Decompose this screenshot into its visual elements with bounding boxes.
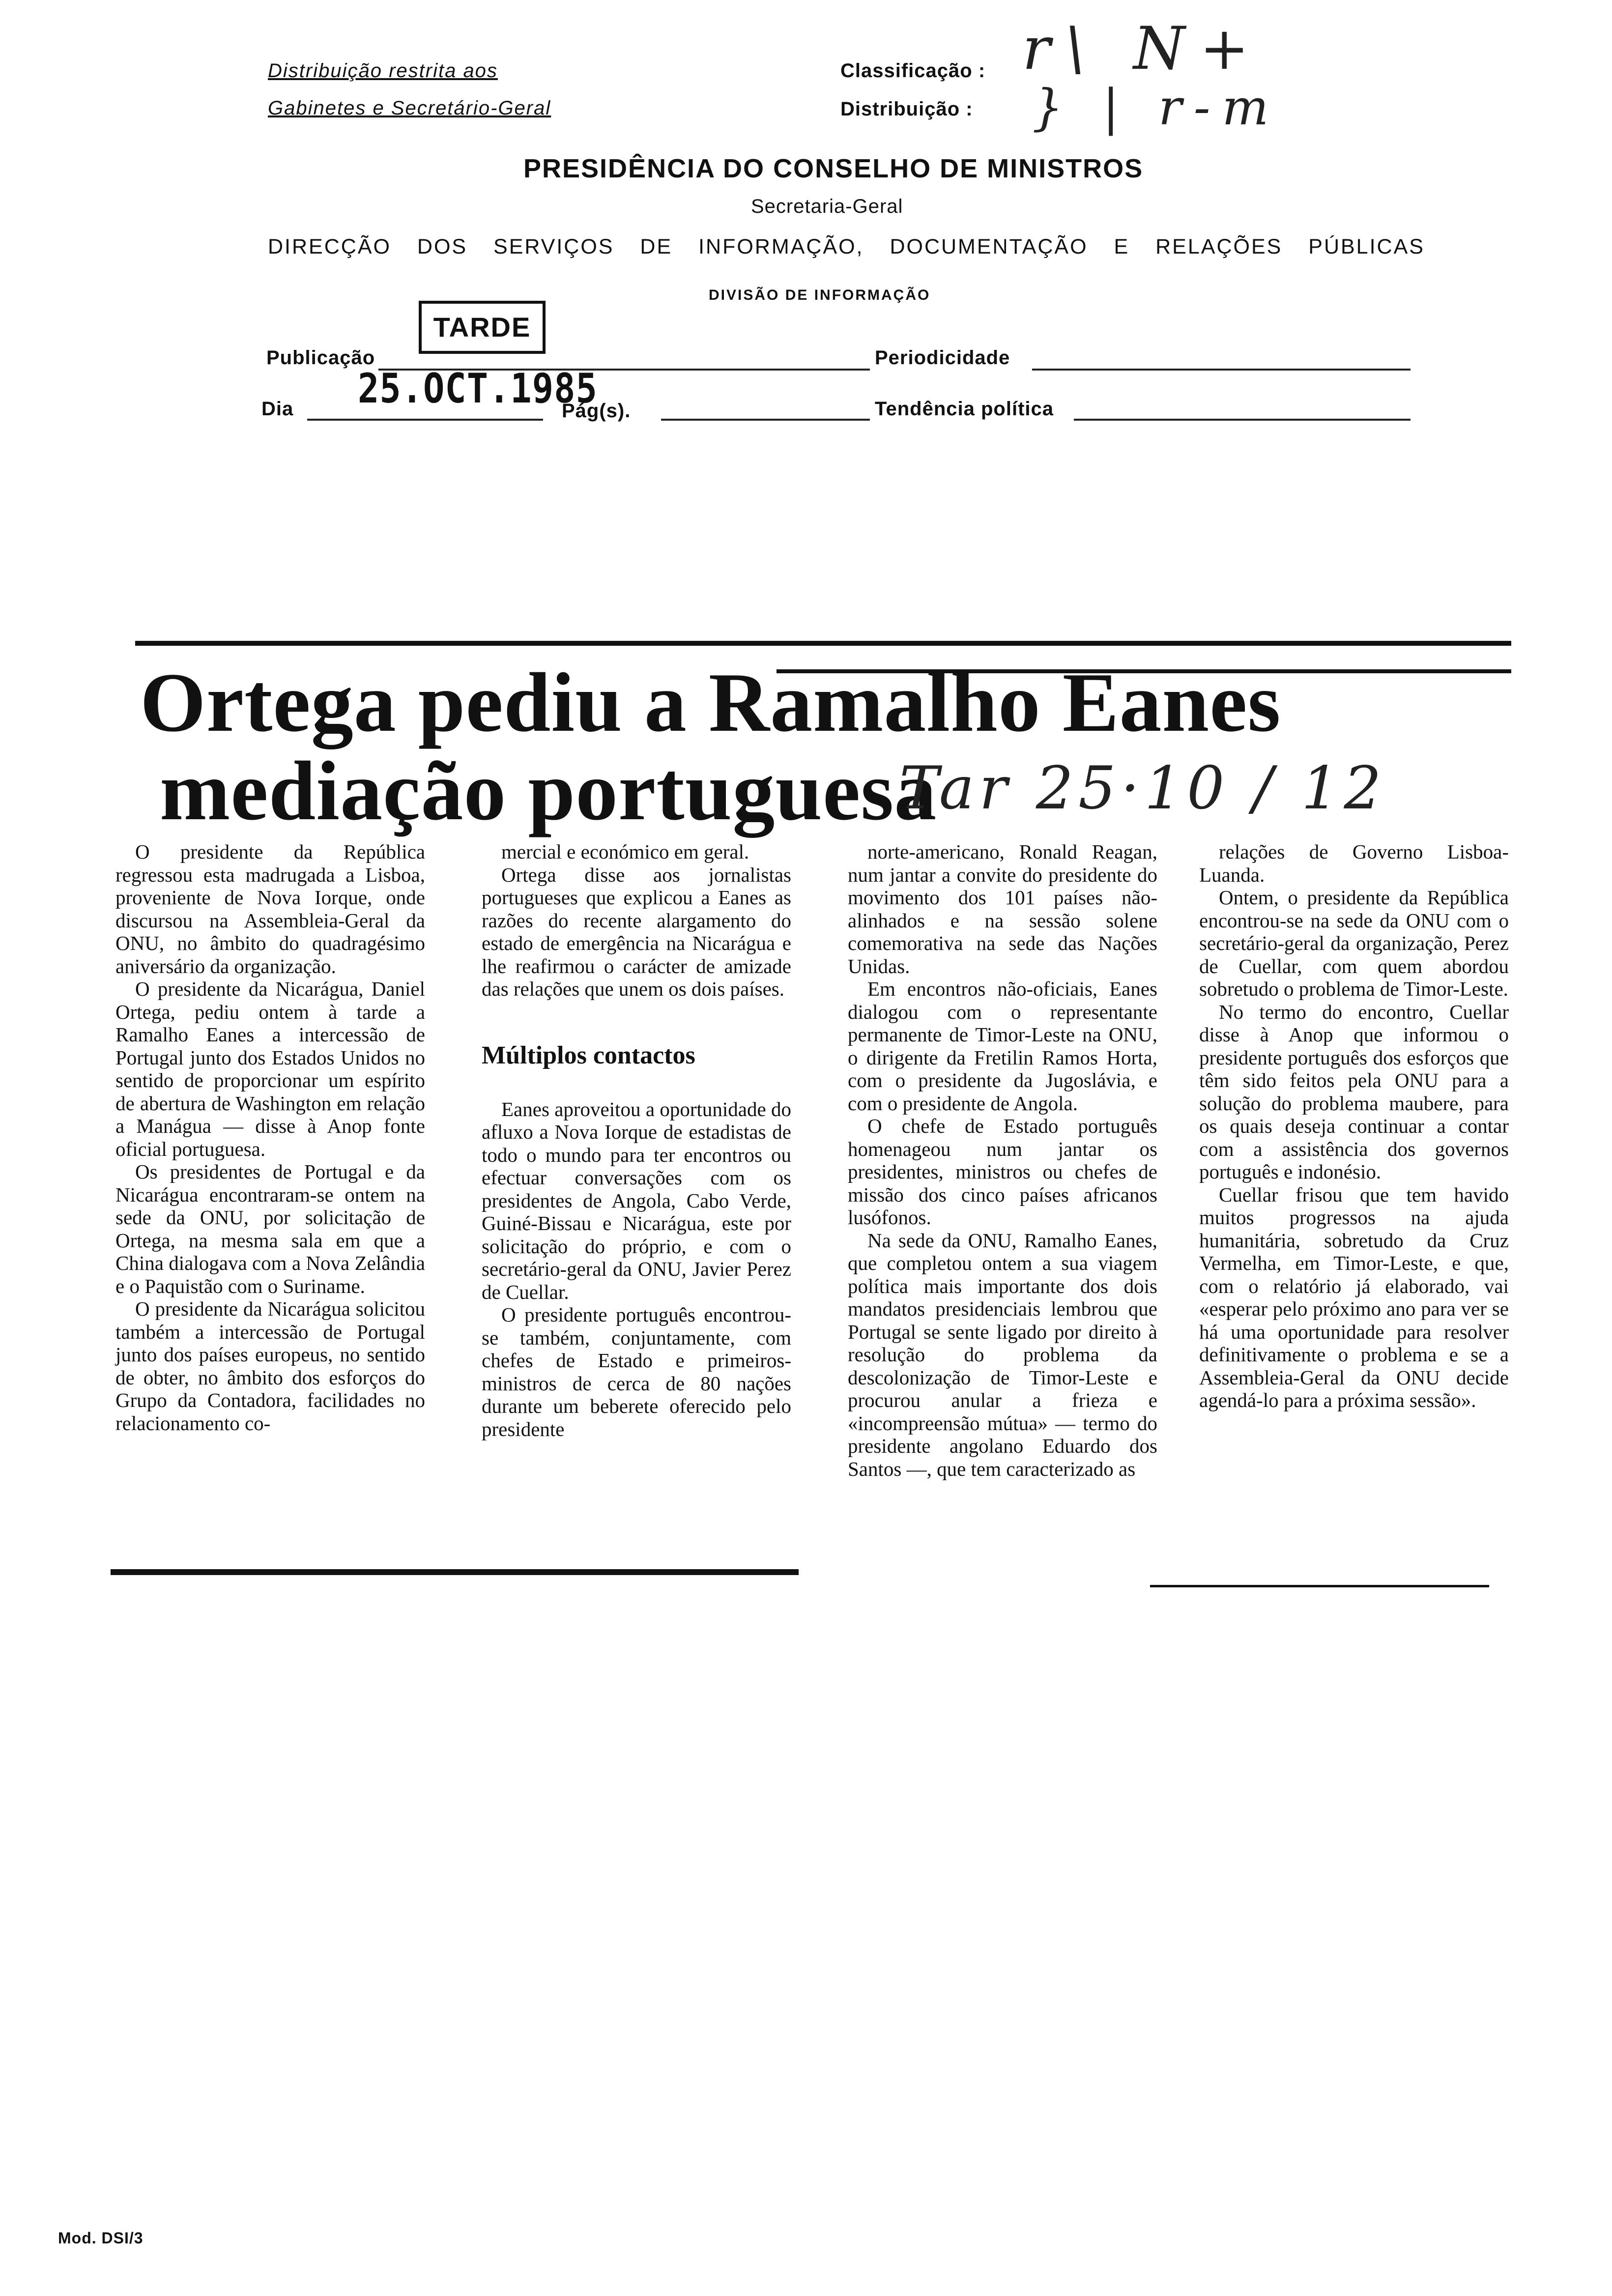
divisao-informacao: DIVISÃO DE INFORMAÇÃO	[709, 287, 931, 303]
subhead-multiplos-contactos: Múltiplos contactos	[482, 1041, 695, 1069]
periodicidade-label: Periodicidade	[875, 347, 1010, 369]
col2-paragraph: Eanes aproveitou a oportunidade do afluxo a Nova Iorque de estadistas de todo o mundo para ter encontros ou efectuar conversações com os presidentes de Angola, Cabo Verde, Guiné-Bissau e Nicarágua, este por solicitação do próprio, e com o secretário-geral da ONU, Javier Perez de Cuellar.	[482, 1097, 791, 1303]
pags-label: Pág(s).	[562, 400, 631, 422]
article-column-2	[482, 840, 791, 1440]
article-column-3	[848, 840, 1157, 1480]
publicacao-stamp: TARDE	[419, 301, 546, 354]
publicacao-label: Publicação	[266, 347, 375, 369]
col1-paragraph: O presidente da Nicarágua solicitou também a intercessão de Portugal junto dos países europeus, no sentido de obter, no âmbito dos esforços do Grupo da Contadora, facilidades no relacionamento co-	[115, 1297, 425, 1435]
col3-paragraph: Em encontros não-oficiais, Eanes dialogou com o representante permanente de Timor-Leste na ONU, o dirigente da Fretilin Ramos Horta, com o presidente da Jugoslávia, e com o presidente de Angola.	[848, 977, 1157, 1115]
article-bottom-rule-left	[111, 1569, 799, 1575]
article-column-4	[1199, 840, 1509, 1412]
direccao-servicos: DIRECÇÃO DOS SERVIÇOS DE INFORMAÇÃO, DOCUMENTAÇÃO E RELAÇÕES PÚBLICAS	[268, 235, 1425, 258]
periodicidade-line	[1032, 369, 1410, 371]
col3-paragraph: Na sede da ONU, Ramalho Eanes, que completou ontem a sua viagem política mais importante dos dois mandatos presidenciais lembrou que Portugal se sente ligado por direito à resolução do problema da descolonização de Timor-Leste e procurou anular a frieza e «incompreensão mútua» — termo do presidente angolano Eduardo dos Santos —, que tem caracterizado as	[848, 1229, 1157, 1480]
distribution-restriction-line1: Distribuição restrita aos	[268, 60, 498, 82]
col1-paragraph: O presidente da República regressou esta madrugada a Lisboa, proveniente de Nova Iorque, onde discursou na Assembleia-Geral da ONU, no âmbito do quadragésimo aniversário da organização.	[115, 840, 425, 977]
col3-paragraph: norte-americano, Ronald Reagan, num jantar a convite do presidente do movimento dos 101 países não-alinhados e na sessão solene comemorativa na sede das Nações Unidas.	[848, 840, 1157, 977]
date-stamp: 25.OCT.1985	[358, 364, 598, 412]
article-column-1	[115, 840, 425, 1435]
tendencia-line	[1074, 419, 1410, 421]
ministry-title: PRESIDÊNCIA DO CONSELHO DE MINISTROS	[523, 154, 1144, 183]
col3-paragraph: O chefe de Estado português homenageou num jantar os presidentes, ministros ou chefes de missão dos cinco países africanos lusófonos.	[848, 1115, 1157, 1229]
article-bottom-rule-right	[1150, 1585, 1489, 1587]
col4-paragraph: Ontem, o presidente da República encontrou-se na sede da ONU com o secretário-geral da organização, Perez de Cuellar, com quem abordou sobretudo o problema de Timor-Leste.	[1199, 886, 1509, 1000]
headline-line1: Ortega pediu a Ramalho Eanes	[140, 656, 1281, 749]
secretaria-geral: Secretaria-Geral	[751, 196, 903, 217]
classificacao-label: Classificação :	[840, 60, 986, 82]
col4-paragraph: Cuellar frisou que tem havido muitos progressos na ajuda humanitária, sobretudo da Cruz Vermelha, em Timor-Leste, e que, com o relatório já elaborado, vai «esperar pelo próximo ano para ver se há uma oportunidade para resolver definitivamente o problema e se a Assembleia-Geral da ONU decide agendá-lo para a próxima sessão».	[1199, 1183, 1509, 1411]
distribuicao-label: Distribuição :	[840, 98, 973, 120]
handwritten-classification: r\ N+	[1022, 15, 1264, 83]
col4-paragraph: relações de Governo Lisboa-Luanda.	[1199, 840, 1509, 886]
col2-paragraph: Ortega disse aos jornalistas portugueses que explicou a Eanes as razões do recente alargamento do estado de emergência na Nicarágua e lhe reafirmou o carácter de amizade das relações que unem os dois países.	[482, 863, 791, 1000]
handwritten-distribution: } | r-m	[1032, 79, 1281, 136]
col2-paragraph: mercial e económico em geral.	[501, 840, 749, 863]
dia-line	[307, 419, 543, 421]
pags-line	[661, 419, 870, 421]
dia-label: Dia	[261, 398, 294, 420]
handwritten-note: Tar 25·10 / 12	[899, 754, 1386, 823]
col1-paragraph: O presidente da Nicarágua, Daniel Ortega, pediu ontem à tarde a Ramalho Eanes a intercessão de Portugal junto dos Estados Unidos no sentido de proporcionar um espírito de abertura de Washington em relação a Manágua — disse à Anop fonte oficial portuguesa.	[115, 977, 425, 1160]
headline-top-rule	[135, 641, 1511, 646]
col2-paragraph: O presidente português encontrou-se também, conjuntamente, com chefes de Estado e primeiros-ministros de cerca de 80 nações durante um beberete oferecido pelo presidente	[482, 1303, 791, 1440]
col4-paragraph: No termo do encontro, Cuellar disse à Anop que informou o presidente português dos esforços que têm sido feitos pela ONU para a solução do problema maubere, para os quais deseja continuar a contar com a assistência dos governos português e indonésio.	[1199, 1000, 1509, 1183]
distribution-restriction-line2: Gabinetes e Secretário-Geral	[268, 97, 551, 119]
col1-paragraph: Os presidentes de Portugal e da Nicarágua encontraram-se ontem na sede da ONU, por solicitação de Ortega, na mesma sala em que a China dialogava com a Nova Zelândia e o Paquistão com o Suriname.	[115, 1160, 425, 1297]
headline-line2: mediação portuguesa	[160, 745, 937, 838]
form-code: Mod. DSI/3	[58, 2229, 144, 2247]
tendencia-label: Tendência política	[875, 398, 1054, 420]
